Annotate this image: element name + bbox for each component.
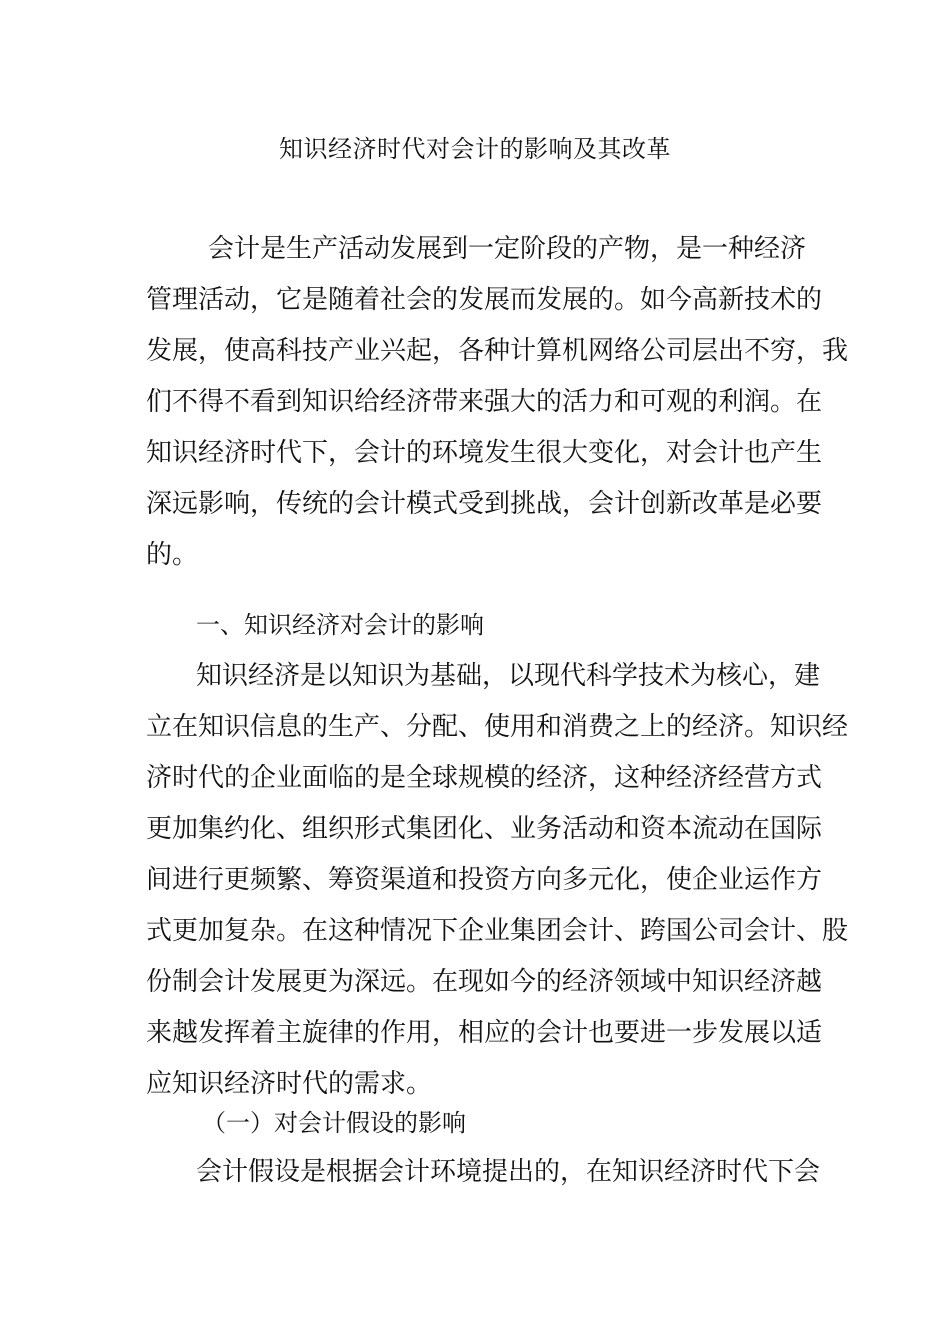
paragraph-line: 更加集约化、组织形式集团化、业务活动和资本流动在国际 [146, 814, 823, 844]
paragraph-line: 济时代的企业面临的是全球规模的经济，这种经济经营方式 [146, 763, 823, 793]
paragraph-line: 们不得不看到知识给经济带来强大的活力和可观的利润。在 [146, 387, 823, 417]
paragraph-line: 份制会计发展更为深远。在现如今的经济领域中知识经济越 [146, 967, 823, 997]
section-heading: 一、知识经济对会计的影响 [196, 611, 484, 639]
document-title: 知识经济时代对会计的影响及其改革 [279, 135, 671, 163]
subsection-heading: （一）对会计假设的影响 [202, 1109, 466, 1137]
paragraph-line: 式更加复杂。在这种情况下企业集团会计、跨国公司会计、股 [146, 916, 849, 946]
paragraph-line: 知识经济是以知识为基础，以现代科学技术为核心，建 [196, 661, 821, 691]
paragraph-line: 会计是生产活动发展到一定阶段的产物，是一种经济 [208, 234, 807, 264]
paragraph-line: 来越发挥着主旋律的作用，相应的会计也要进一步发展以适 [146, 1018, 823, 1048]
paragraph-line: 发展，使高科技产业兴起，各种计算机网络公司层出不穷，我 [146, 336, 849, 366]
paragraph-line: 的。 [146, 540, 199, 570]
paragraph-line: 会计假设是根据会计环境提出的，在知识经济时代下会 [196, 1157, 821, 1187]
paragraph-line: 管理活动，它是随着社会的发展而发展的。如今高新技术的 [146, 285, 823, 315]
paragraph-line: 间进行更频繁、筹资渠道和投资方向多元化，使企业运作方 [146, 865, 823, 895]
paragraph-line: 应知识经济时代的需求。 [146, 1069, 433, 1099]
paragraph-line: 立在知识信息的生产、分配、使用和消费之上的经济。知识经 [146, 712, 849, 742]
paragraph-line: 深远影响，传统的会计模式受到挑战，会计创新改革是必要 [146, 489, 823, 519]
paragraph-line: 知识经济时代下，会计的环境发生很大变化，对会计也产生 [146, 438, 823, 468]
